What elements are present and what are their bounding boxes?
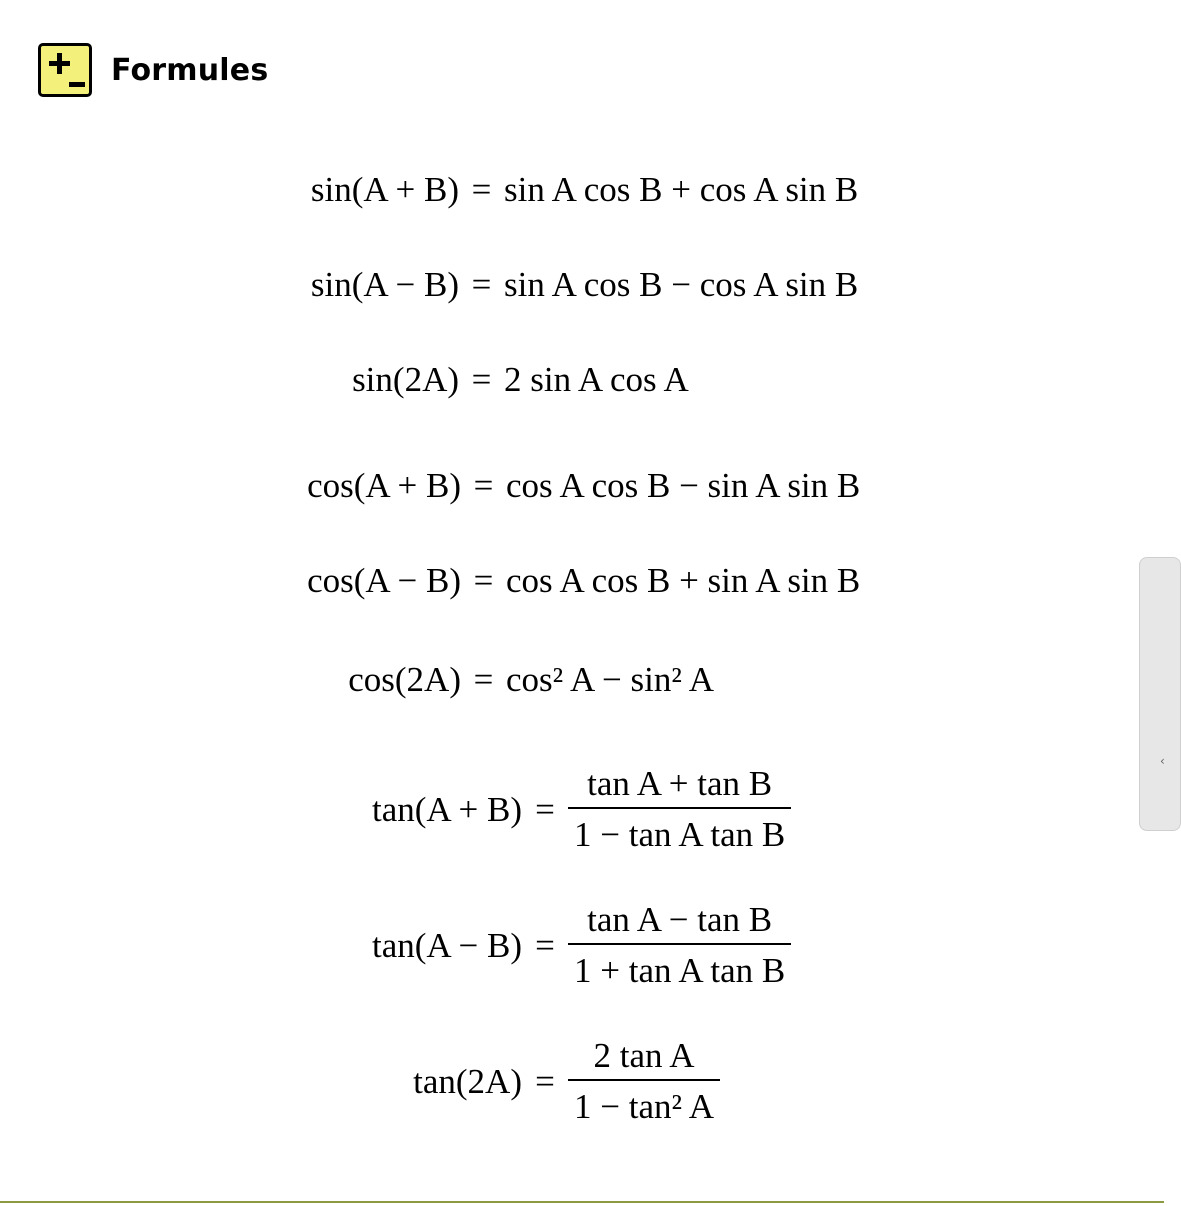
formula-lhs: sin(A + B) <box>310 170 459 209</box>
fraction <box>568 1038 720 1124</box>
fraction <box>568 766 791 852</box>
equals-sign: = <box>535 925 555 965</box>
formula-lhs: sin(2A) <box>352 360 459 399</box>
formula-rhs: sin A cos B − cos A sin B <box>504 265 859 304</box>
formula-cos-sum <box>0 468 1164 503</box>
equals-sign: = <box>535 1061 555 1101</box>
formula-lhs: tan(A + B) <box>372 789 522 829</box>
formula-lhs: tan(A − B) <box>372 925 522 965</box>
formula-rhs: cos² A − sin² A <box>506 660 714 699</box>
formula-tan-difference <box>0 902 1164 988</box>
equals-sign: = <box>471 170 492 209</box>
equals-sign: = <box>473 660 494 699</box>
formula-sin-double <box>0 362 1164 397</box>
formula-rhs: cos A cos B − sin A sin B <box>506 466 861 505</box>
denominator: 1 + tan A tan B <box>574 951 786 990</box>
formula-cos-difference <box>0 563 1164 598</box>
page-title: Formules <box>111 52 269 88</box>
equals-sign: = <box>471 360 492 399</box>
formula-tan-double <box>0 1038 1164 1124</box>
formula-sin-difference <box>0 267 1164 302</box>
header <box>38 41 268 99</box>
fraction <box>568 902 791 988</box>
equals-sign: = <box>473 561 494 600</box>
formula-rhs: sin A cos B + cos A sin B <box>504 170 859 209</box>
chevron-icon: ‹ <box>1160 754 1165 768</box>
denominator: 1 − tan A tan B <box>574 815 786 854</box>
formula-lhs: cos(A − B) <box>307 561 461 600</box>
plus-minus-icon <box>38 43 92 97</box>
formula-rhs: cos A cos B + sin A sin B <box>506 561 861 600</box>
formula-lhs: cos(2A) <box>348 660 461 699</box>
divider <box>0 1201 1164 1203</box>
formula-tan-sum <box>0 766 1164 852</box>
formula-lhs: sin(A − B) <box>310 265 459 304</box>
scrollbar[interactable] <box>1139 557 1181 831</box>
formula-lhs: cos(A + B) <box>307 466 461 505</box>
denominator: 1 − tan² A <box>574 1087 715 1126</box>
equals-sign: = <box>471 265 492 304</box>
formula-sin-sum <box>0 172 1164 207</box>
numerator: 2 tan A <box>593 1036 695 1075</box>
numerator: tan A − tan B <box>587 900 773 939</box>
formula-cos-double <box>0 662 1164 697</box>
formula-rhs: 2 sin A cos A <box>504 360 689 399</box>
equals-sign: = <box>473 466 494 505</box>
numerator: tan A + tan B <box>587 764 773 803</box>
formula-lhs: tan(2A) <box>413 1061 522 1101</box>
equals-sign: = <box>535 789 555 829</box>
